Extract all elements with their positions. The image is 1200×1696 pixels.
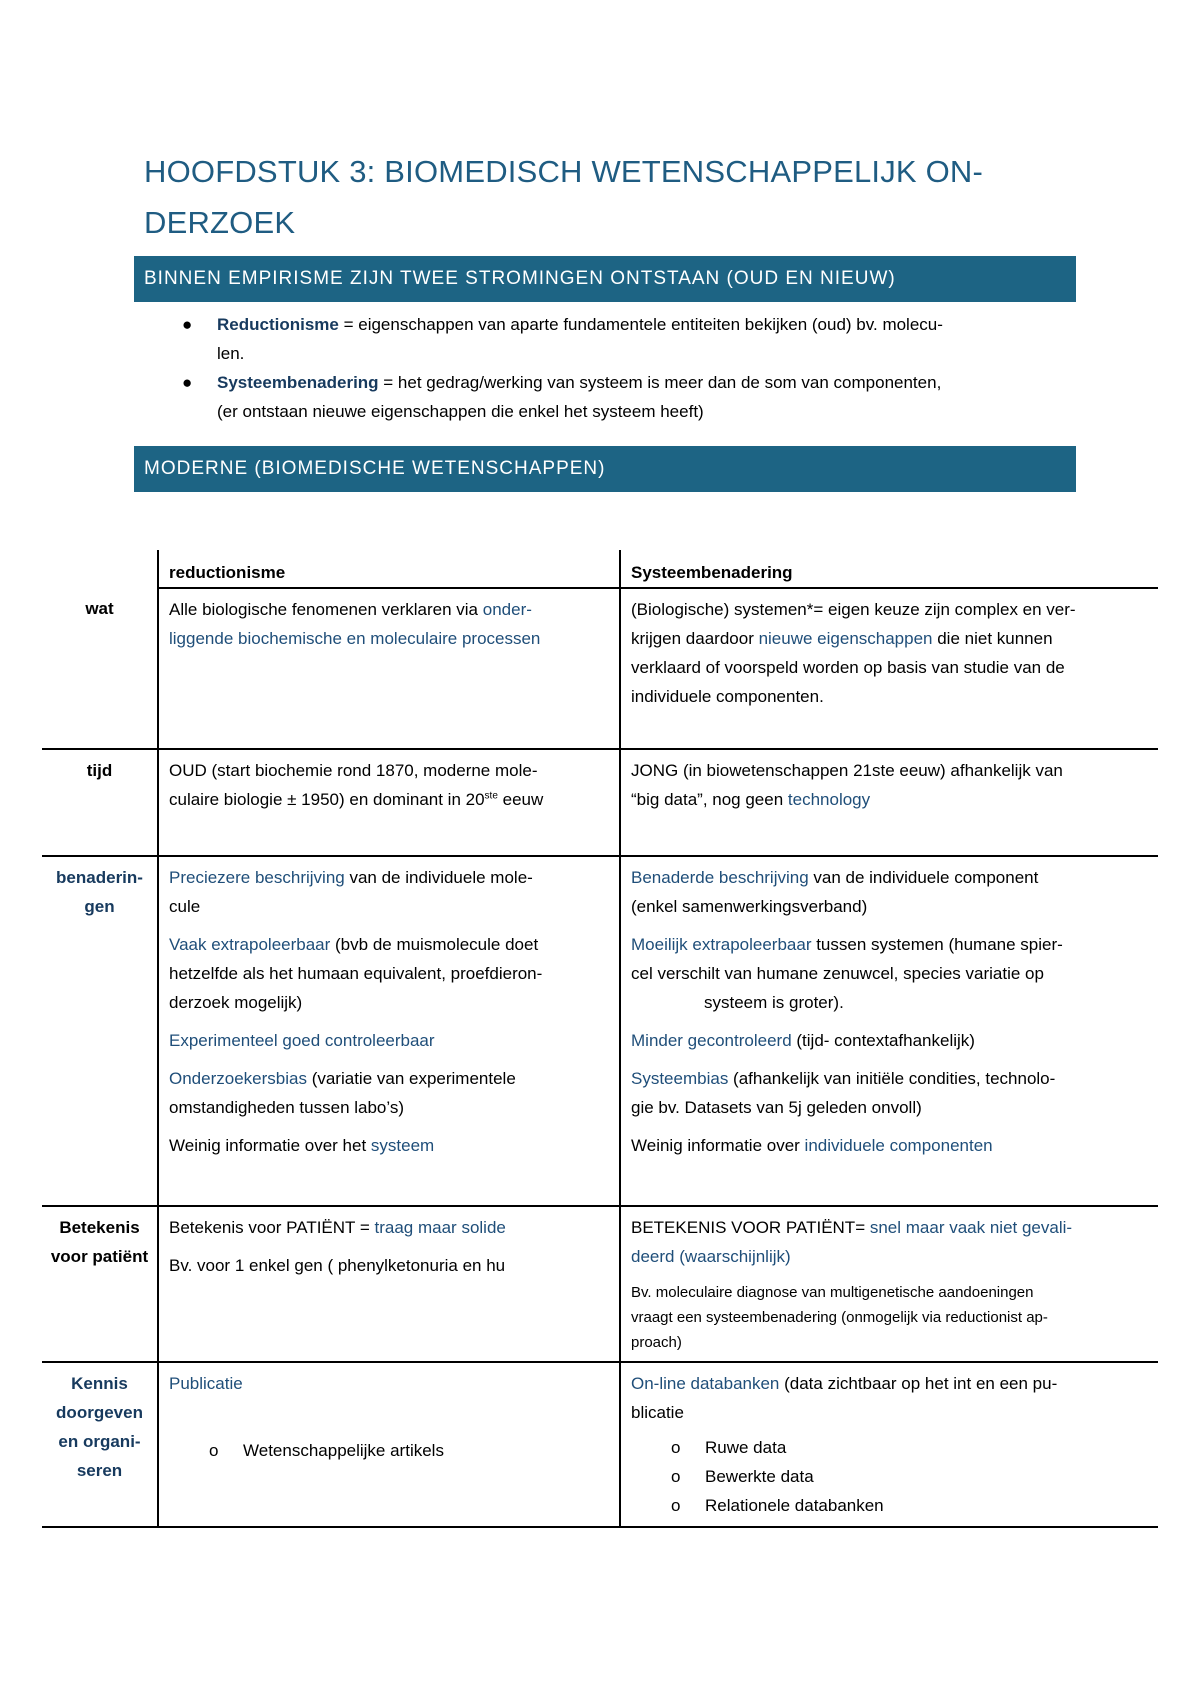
cell-text: die niet kunnen: [932, 629, 1053, 648]
list-item: [631, 1491, 1152, 1520]
cell-systeembenadering: [620, 1362, 1158, 1527]
cell-text: krijgen daardoor: [631, 629, 759, 648]
list-item-text: Bewerkte data: [705, 1467, 814, 1486]
row-label: wat: [42, 588, 158, 749]
label-text: voor patiënt: [50, 1247, 149, 1266]
bullet-icon: ●: [182, 373, 193, 392]
highlight-text: Minder gecontroleerd: [631, 1031, 792, 1050]
cell-text: eeuw: [497, 790, 544, 809]
cell-systeembenadering: [620, 588, 1158, 749]
highlight-text: Benaderde beschrijving: [631, 868, 809, 887]
title-line-1: HOOFDSTUK 3: BIOMEDISCH WETENSCHAPPELIJK ON-: [144, 154, 984, 189]
cell-systeembenadering: [620, 749, 1158, 856]
label-text: seren: [76, 1461, 123, 1480]
cell-text: Bv. moleculaire diagnose van multigenetische aandoeningen: [631, 1284, 1034, 1301]
cell-systeembenadering: [620, 1206, 1158, 1362]
superscript: ste: [484, 790, 498, 802]
table-row-tijd: [42, 749, 1158, 856]
stromingen-list: [180, 310, 1080, 426]
cell-text: gie bv. Datasets van 5j geleden onvoll): [631, 1098, 922, 1117]
cell-reductionisme: [158, 856, 620, 1206]
cell-text: vraagt een systeembenadering (onmogelijk via reductionist ap-: [631, 1309, 1048, 1326]
title-line-2: DERZOEK: [144, 205, 296, 240]
highlight-text: Preciezere beschrijving: [169, 868, 345, 887]
cell-text: omstandigheden tussen labo’s): [169, 1098, 405, 1117]
label-text: gen: [84, 897, 115, 916]
cell-text: Alle biologische fenomenen verklaren via: [169, 600, 483, 619]
section-heading-empirisme: BINNEN EMPIRISME ZIJN TWEE STROMINGEN ONTSTAAN (OUD EN NIEUW): [134, 256, 1076, 302]
definition-text: (er ontstaan nieuwe eigenschappen die enkel het systeem heeft): [217, 402, 704, 421]
section-heading-moderne: MODERNE (BIOMEDISCHE WETENSCHAPPEN): [134, 446, 1076, 492]
cell-text: Bv. voor 1 enkel gen ( phenylketonuria en hu: [169, 1256, 506, 1275]
highlight-text: Moeilijk extrapoleerbaar: [631, 935, 812, 954]
page-title: [144, 146, 1074, 248]
cell-text: van de individuele mole-: [344, 868, 533, 887]
label-text: en organi-: [58, 1432, 141, 1451]
highlight-text: onder-: [482, 600, 532, 619]
cell-text: individuele componenten.: [631, 687, 824, 706]
list-item: [169, 1436, 613, 1465]
term-systeembenadering: Systeembenadering: [217, 373, 379, 392]
term-reductionisme: Reductionisme: [217, 315, 339, 334]
circle-bullet-icon: o: [671, 1496, 681, 1515]
publicatie-list: [169, 1436, 613, 1465]
list-item-text: Relationele databanken: [705, 1496, 884, 1515]
comparison-table: [42, 550, 1158, 1528]
cell-text: tussen systemen (humane spier-: [811, 935, 1063, 954]
table-row-kennis: [42, 1362, 1158, 1527]
table-row-benaderingen: [42, 856, 1158, 1206]
highlight-text: deerd (waarschijnlijk): [631, 1247, 791, 1266]
table-row-betekenis: [42, 1206, 1158, 1362]
cell-reductionisme: [158, 1206, 620, 1362]
cell-text: proach): [631, 1334, 682, 1351]
cell-text: derzoek mogelijk): [169, 993, 303, 1012]
cell-text: BETEKENIS VOOR PATIËNT=: [631, 1218, 870, 1237]
cell-text: (variatie van experimentele: [306, 1069, 516, 1088]
circle-bullet-icon: o: [671, 1467, 681, 1486]
definition-text: = eigenschappen van aparte fundamentele entiteiten bekijken (oud) bv. molecu-: [338, 315, 943, 334]
row-label: [42, 856, 158, 1206]
highlight-text: On-line databanken: [631, 1374, 780, 1393]
cell-reductionisme: [158, 1362, 620, 1527]
highlight-text: Experimenteel goed controleerbaar: [169, 1031, 435, 1050]
highlight-text: traag maar solide: [374, 1218, 506, 1237]
cell-text: culaire biologie ± 1950) en dominant in 20: [169, 790, 485, 809]
list-item: [180, 310, 1080, 368]
row-label: tijd: [42, 749, 158, 856]
cell-text: systeem is groter).: [704, 993, 844, 1012]
definition-text: = het gedrag/werking van systeem is meer dan de som van componenten,: [378, 373, 942, 392]
cell-systeembenadering: [620, 856, 1158, 1206]
cell-text: verklaard of voorspeld worden op basis van studie van de: [631, 658, 1065, 677]
cell-text: JONG (in biowetenschappen 21ste eeuw) afhankelijk van: [631, 761, 1063, 780]
bullet-icon: ●: [182, 315, 193, 334]
cell-text: hetzelfde als het humaan equivalent, proefdieron-: [169, 964, 543, 983]
highlight-text: systeem: [370, 1136, 435, 1155]
highlight-text: individuele componenten: [804, 1136, 993, 1155]
row-label: [42, 1206, 158, 1362]
highlight-text: Onderzoekersbias: [169, 1069, 307, 1088]
list-item-text: Wetenschappelijke artikels: [243, 1441, 444, 1460]
cell-text: Betekenis voor PATIËNT =: [169, 1218, 375, 1237]
cell-reductionisme: [158, 588, 620, 749]
cell-text: (enkel samenwerkingsverband): [631, 897, 868, 916]
cell-text: OUD (start biochemie rond 1870, moderne mole-: [169, 761, 538, 780]
highlight-text: Systeembias: [631, 1069, 729, 1088]
cell-text: cel verschilt van humane zenuwcel, species variatie op: [631, 964, 1044, 983]
highlight-text: nieuwe eigenschappen: [758, 629, 933, 648]
header-systeembenadering: Systeembenadering: [620, 550, 1158, 588]
cell-reductionisme: [158, 749, 620, 856]
cell-text: van de individuele component: [808, 868, 1039, 887]
cell-text: (bvb de muismolecule doet: [330, 935, 539, 954]
header-empty: [42, 550, 158, 588]
cell-text: Weinig informatie over het: [169, 1136, 371, 1155]
label-text: Kennis: [71, 1374, 128, 1393]
highlight-text: liggende biochemische en moleculaire processen: [169, 629, 541, 648]
highlight-text: Vaak extrapoleerbaar: [169, 935, 331, 954]
circle-bullet-icon: o: [671, 1438, 681, 1457]
label-text: benaderin-: [56, 868, 143, 887]
cell-text: “big data”, nog geen: [631, 790, 788, 809]
databanken-list: [631, 1433, 1152, 1520]
header-reductionisme: reductionisme: [158, 550, 620, 588]
cell-text: cule: [169, 897, 201, 916]
label-text: Betekenis: [59, 1218, 140, 1237]
highlight-text: technology: [787, 790, 871, 809]
cell-text: Weinig informatie over: [631, 1136, 805, 1155]
cell-text: (afhankelijk van initiële condities, technolo-: [728, 1069, 1056, 1088]
list-item: [631, 1462, 1152, 1491]
definition-text: len.: [217, 344, 245, 363]
highlight-text: snel maar vaak niet gevali-: [869, 1218, 1073, 1237]
circle-bullet-icon: o: [209, 1441, 219, 1460]
cell-text: (Biologische) systemen*= eigen keuze zijn complex en ver-: [631, 600, 1076, 619]
table-row-wat: [42, 588, 1158, 749]
cell-text: (data zichtbaar op het int en een pu-: [779, 1374, 1058, 1393]
cell-text: blicatie: [631, 1403, 684, 1422]
list-item: [631, 1433, 1152, 1462]
highlight-text: Publicatie: [169, 1374, 243, 1393]
row-label: [42, 1362, 158, 1527]
list-item: [180, 368, 1080, 426]
cell-text: (tijd- contextafhankelijk): [791, 1031, 975, 1050]
list-item-text: Ruwe data: [705, 1438, 787, 1457]
label-text: doorgeven: [56, 1403, 143, 1422]
